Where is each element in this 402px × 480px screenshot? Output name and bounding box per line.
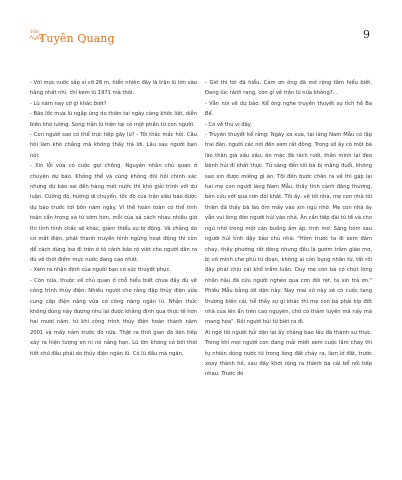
paragraph: - Bão lốc mưa lũ ngập úng do thiên tai ngày càng khốc liệt, diễn biến khó lường. Song trận lũ hiện tại có một phần từ con người.	[30, 111, 197, 128]
logo-small-text-1: Văn	[30, 30, 39, 35]
paragraph: - Xem ra nhận định của người bạn có sức thuyết phục.	[30, 267, 171, 274]
paragraph: - Vẫn nói về dự báo. Kể ông nghe truyền thuyết sự tích hồ Ba Bể.	[205, 100, 372, 118]
paragraph: - Còn nữa, thuộc về chủ quan ở chỗ hiểu biết chưa đầy đủ về công trình thủy điện. Nhiều người cho rằng đập thủy điện vừa cung cấp điện năng vừa có công năng ngăn lũ. Nhận thức không đúng này đương như lại được khẳng định qua thực tế hơn hai mươi năm, từ khi công trình thủy điện hoàn thành năm 2001 và mấy năm trước đó nữa. Thật ra thời gian đó liên tiếp xảy ra hiện tượng en ni nô nắng hạn. Lũ lớn không có bởi thời tiết chứ đâu phải do thủy điện ngăn lũ. Có lũ đâu mà ngăn.	[30, 277, 197, 357]
page-header	[30, 26, 370, 52]
left-text-column	[30, 78, 197, 359]
paragraph: - Xin lỗi vừa có cuộc gọi chồng. Nguyên nhân chủ quan ở chuyện dự báo. Không thể và cũng không đòi hỏi chính xác nhưng dự báo sai đến hàng mét nước thì khó giải trình với dư luận. Cường độ, hướng di chuyển, tốc độ của trận siêu bão được dự báo trước tới bốn năm ngày. Vì thế hoàn toàn có thể tính toán cẩn trọng xả từ sớm hơn, mỗi của xả cách nhau nhiều giờ thì tình hình chắc sẽ khác, giảm thiểu sự bị động. Và chẳng do cơ mất điện, phát thanh truyền hình ngừng hoạt động thì còn để cách dùng loa đi trên ô tô cảnh báo rộ việt cho người dân ra đủ về thời điểm mực nước đang cao nhất.	[30, 163, 197, 263]
paragraph: - Với mực nước sắp xỉ cỡ 28 m, hiển nhiên đây là trận lũ lớn vào hàng nhất nhì, chỉ kém lũ 1971 mà thôi.	[30, 80, 197, 97]
right-text-column	[205, 78, 372, 380]
paragraph: Ai ngờ tối người hủi dặn lại ấy chẳng bao lâu đã thành sự thực. Trong khi mọi người con đang mải miết xem cuộc lâm chay thì tự nhiên dòng nước từ trong lòng đất chảy ra, làm lở đất, trước xoay thành hồ, sau đấy khơi rộng ra thành ba cái bể nối tiếp nhau. Trước đó	[205, 329, 372, 378]
paragraph: - Có về thú vị đấy.	[205, 121, 252, 128]
logo-small-text-2: Nghệ	[30, 36, 43, 41]
paragraph: - Lũ năm nay cỡ gì khác biệt?	[30, 100, 107, 107]
page-number: 9	[363, 28, 370, 41]
paragraph: - Truyền thuyết kể rằng: Ngày xa xưa, tại làng Nam Mẫu có lập trai đàn, người các nơi đến xem rất đông. Trong số ấy có một bà lão thân già xấu xấu, ăn mặc đã rách rưới, thân mình lại đeo bệnh hủi đi khất thực. Từ sáng đến tối bà bị mắng đuổi, không sao xin được miếng gì ăn. Tối đến bước chân ra về thì gặp lại hai mẹ con người làng Nam Mẫu, thấy tình cảnh đáng thương, bèn cứu vớt qua cơn đói khát. Tối ấy, về tới nhà, mẹ con nhà tôi thiện đã thấy bà lão ốm mấy vào xin ngủ nhờ. Mẹ con nhà ấy vẫn vui lòng đón người hủi vào nhà. Ăn cần tiếp đãi từ tế và cho ngủ nhờ trong một căn buồng ấm áp, tinh mơ. Sáng hôm sau người hủi tỉnh dậy bảo chủ nhà: "Hôm trước ta đi xem đám chay, thấy phường rất đông nhưng đều là gươm trâm giáo mơ, bị vô minh che phủ tứ đoạn, không ai còn bụng nhân từ, tất rồi đây phải chịu cái khổ trầm luân. Duy mẹ con bà có chút lòng nhân hậu đã cứu người nghèo qua cơn đói rét, ta xin trả ơn." Phiếu Mẫu bằng lời dặn này: Nay mai sứ này sẽ có cuộc tang thương biến cải, hễ thấy sự gì khác thì mẹ con bà phải kíp đốt nhà của lên ẩn trên cao nguyên, chớ có thảm luyến mà nấy mà mang họa". Rồi người hủi từ biệt ra đi.	[205, 132, 372, 326]
paragraph: - Con người sao có thể trực tiếp gây lũ? - Tôi thắc mắc hỏi. Câu hỏi làm khô chẳng mà không thấy trả lời. Lâu sau người bạn nói:	[30, 132, 197, 159]
paragraph: - Giờ thì tôi đã hiểu. Cảm ơn ông đã mở rộng tầm hiểu biết. Đang lúc rảnh rang, còn gì về trận lũ nữa không?...	[205, 80, 372, 97]
logo-brand-text: Tuyên Quang	[39, 32, 115, 45]
